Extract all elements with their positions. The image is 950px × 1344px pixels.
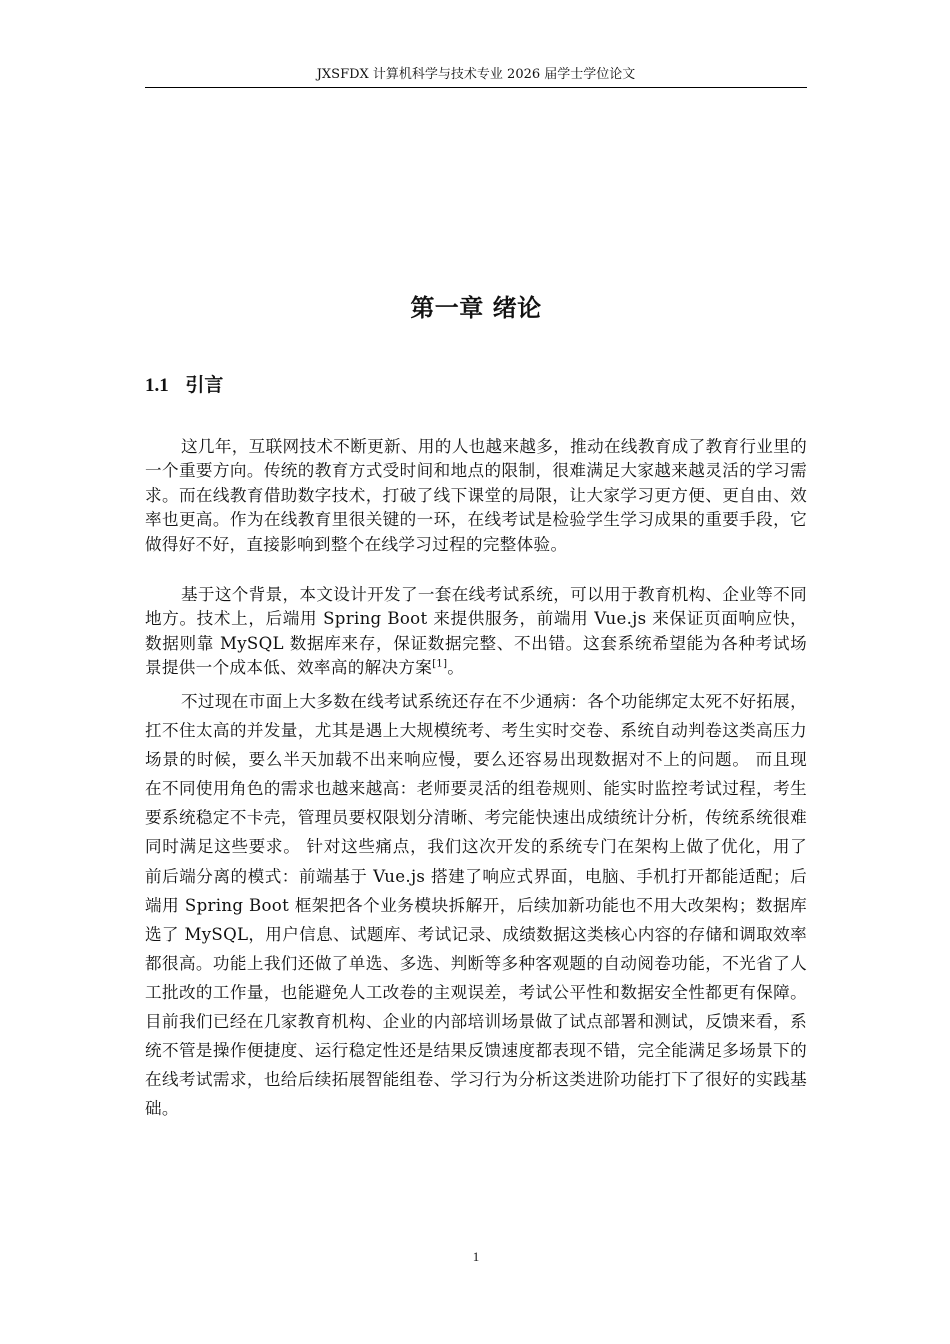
citation-marker[interactable]: [1] (432, 658, 448, 670)
page-number: 1 (472, 1249, 480, 1264)
chapter-title: 第一章 绪论 (410, 294, 542, 322)
paragraph-2-tail: 。 (447, 658, 465, 678)
paragraph-3: 不过现在市面上大多数在线考试系统还存在不少通病：各个功能绑定太死不好拓展，扛不住太高的并发量，尤其是遇上大规模统考、考生实时交卷、系统自动判卷这类高压力场景的时候，要么半天加载不出来响应慢，要么还容易出现数据对不上的问题。 而且现在不同使用角色的需求也越来越高：老师要灵活的组卷规则、能实时监控考试过程，考生要系统稳定不卡壳，管理员要权限划分清晰、考完能快速出成绩统计分析，传统系统很难同时满足这些要求。 针对这些痛点，我们这次开发的系统专门在架构上做了优化，用了前后端分离的模式：前端基于 Vue.js 搭建了响应式界面，电脑、手机打开都能适配；后端用 Spring Boot 框架把各个业务模块拆解开，后续加新功能也不用大改架构；数据库选了 MySQL，用户信息、试题库、考试记录、成绩数据这类核心内容的存储和调取效率都很高。功能上我们还做了单选、多选、判断等多种客观题的自动阅卷功能，不光省了人工批改的工作量，也能避免人工改卷的主观误差，考试公平性和数据安全性都更有保障。 目前我们已经在几家教育机构、企业的内部培训场景做了试点部署和测试，反馈来看，系统不管是操作便捷度、运行稳定性还是结果反馈速度都表现不错，完全能满足多场景下的在线考试需求，也给后续拓展智能组卷、学习行为分析这类进阶功能打下了很好的实践基础。 (145, 692, 807, 1119)
running-header: JXSFDX 计算机科学与技术专业 2026 届学士学位论文 (316, 67, 636, 82)
header-rule (145, 87, 807, 88)
section-title: 引言 (185, 374, 224, 396)
paragraph-1: 这几年，互联网技术不断更新、用的人也越来越多，推动在线教育成了教育行业里的一个重要方向。传统的教育方式受时间和地点的限制，很难满足大家越来越灵活的学习需求。而在线教育借助数字技术，打破了线下课堂的局限，让大家学习更方便、更自由、效率也更高。作为在线教育里很关键的一环，在线考试是检验学生学习成果的重要手段，它做得好不好，直接影响到整个在线学习过程的完整体验。 (145, 437, 807, 554)
paragraph-2 (145, 583, 807, 681)
section-heading (145, 372, 545, 399)
paragraph-2-text: 基于这个背景，本文设计开发了一套在线考试系统，可以用于教育机构、企业等不同地方。技术上，后端用 Spring Boot 来提供服务，前端用 Vue.js 来保证页面响应快，数据则靠 MySQL 数据库来存，保证数据完整、不出错。这套系统希望能为各种考试场景提供一个成本低、效率高的解决方案 (145, 585, 807, 678)
section-number: 1.1 (145, 375, 169, 396)
